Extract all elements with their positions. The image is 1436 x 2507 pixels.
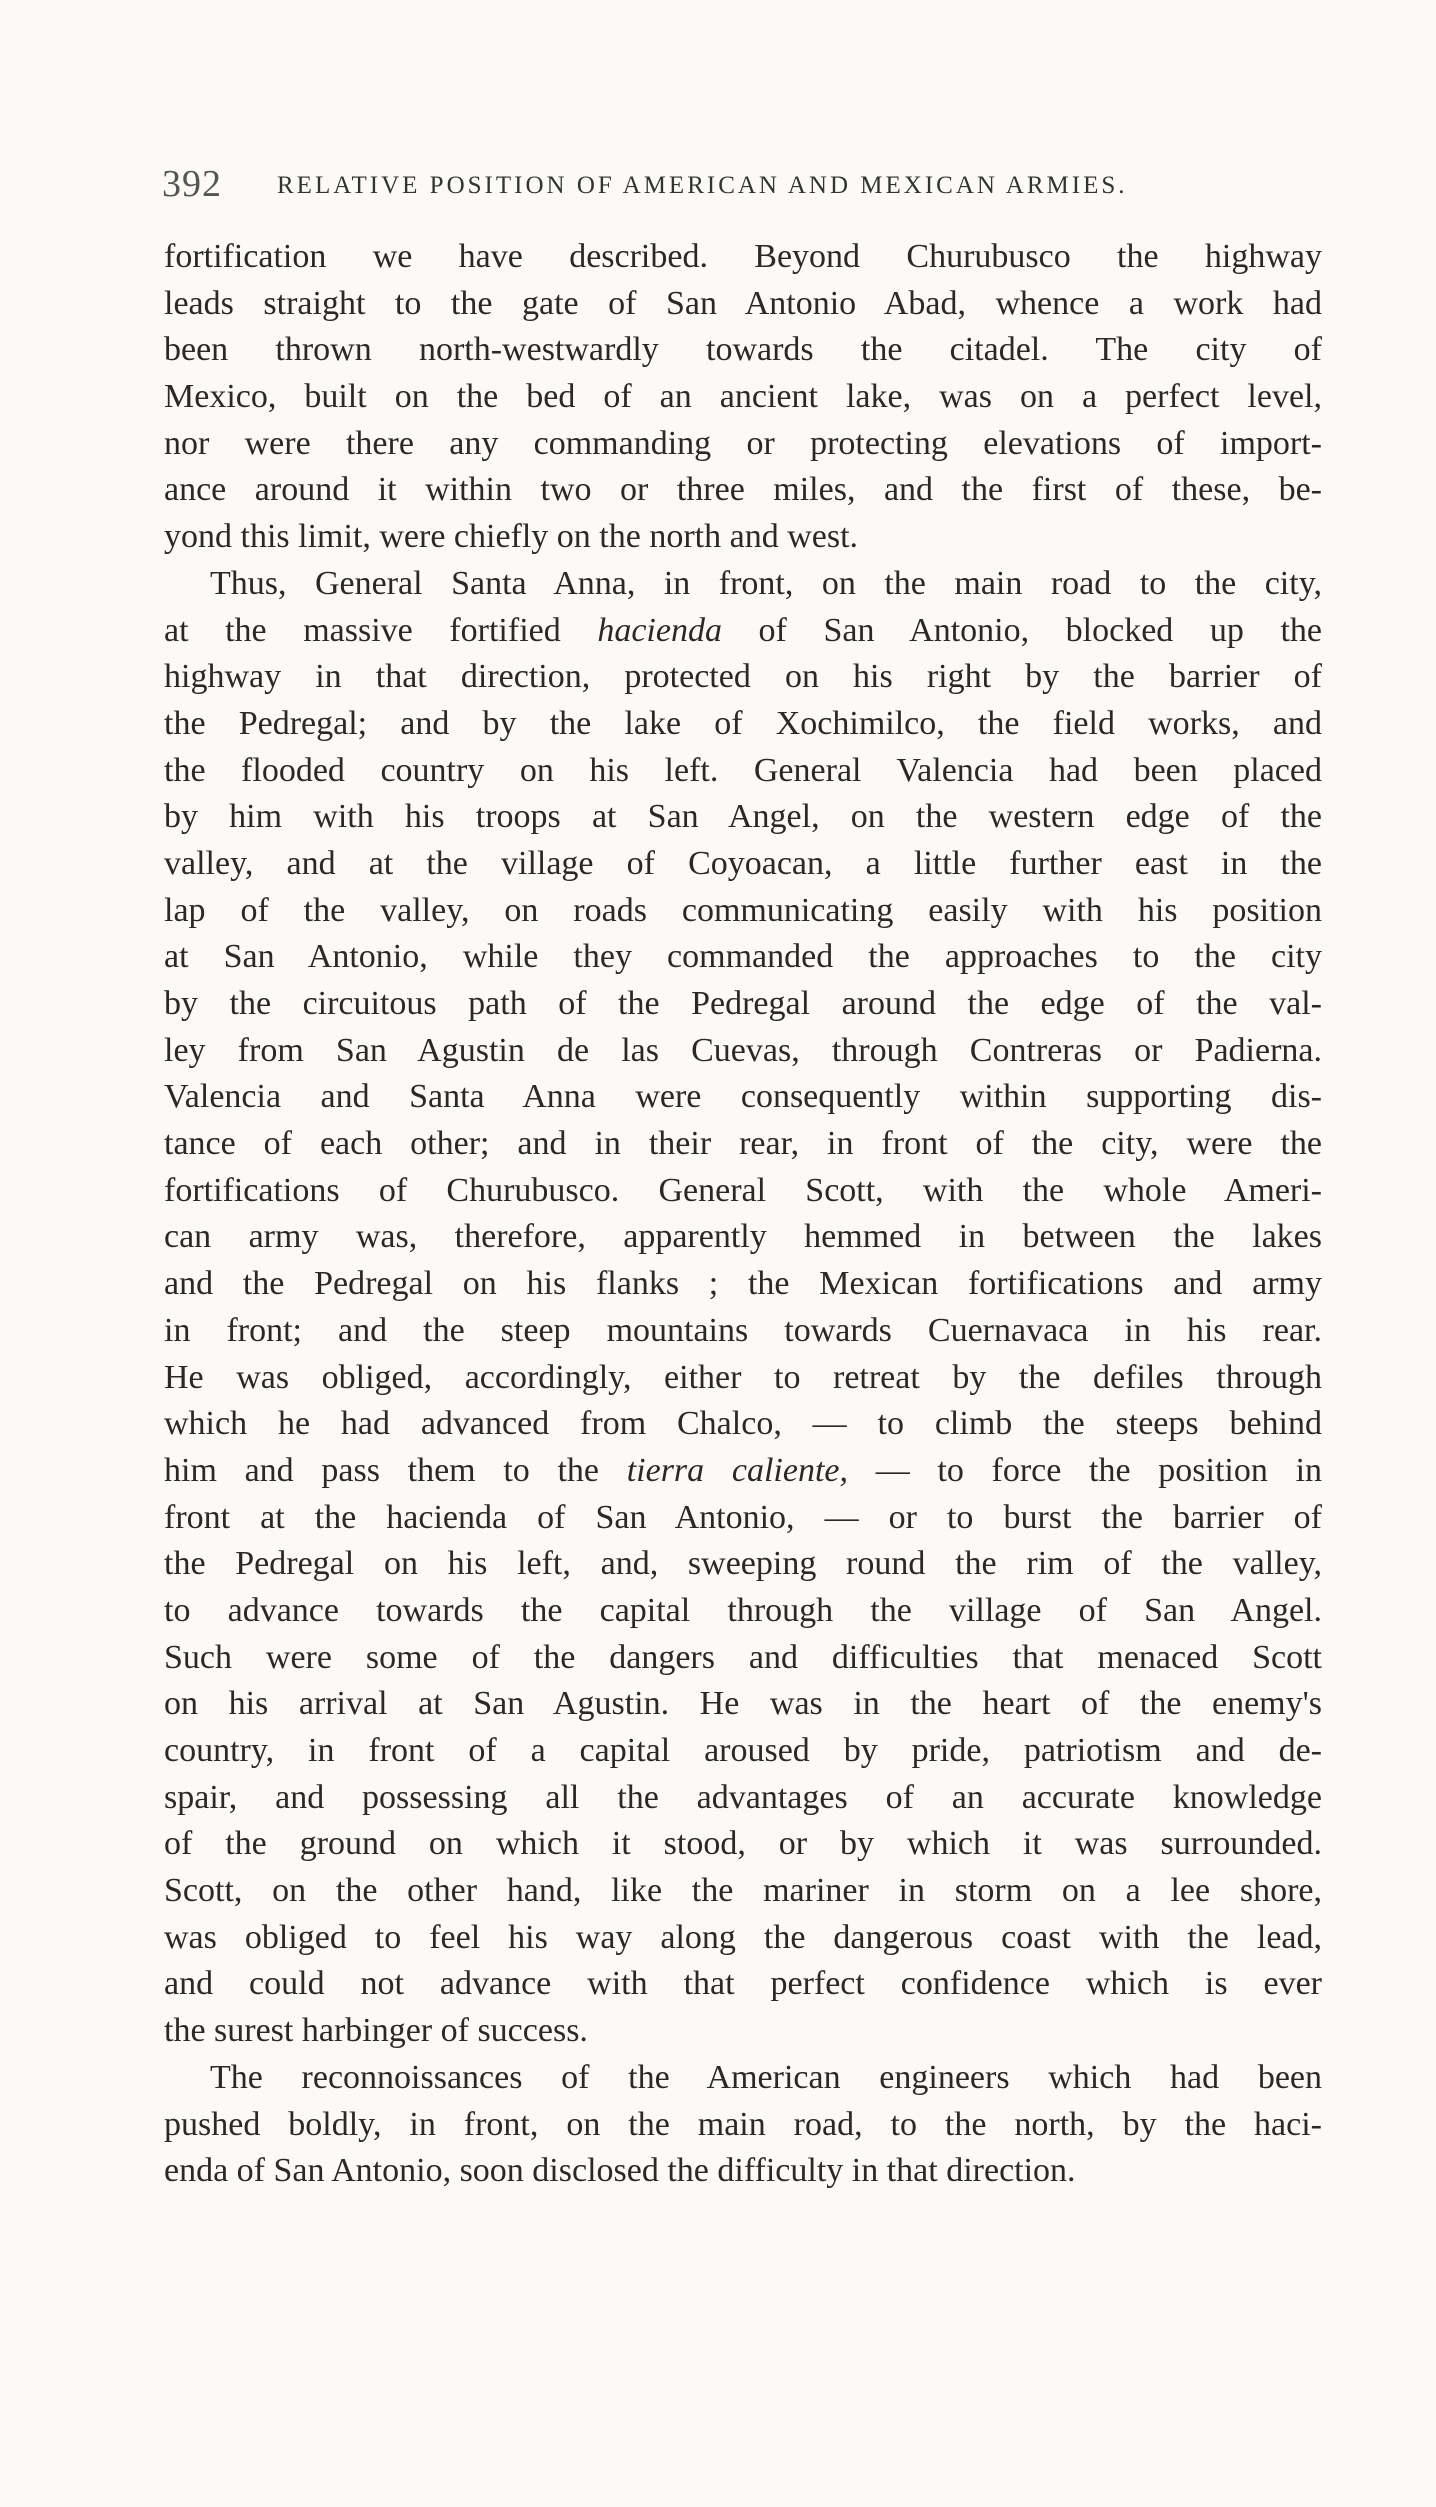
text-line: highway in that direction, protected on his right by the barrier of [164, 658, 1322, 696]
text-line: ance around it within two or three miles, and the first of these, be- [164, 471, 1322, 509]
text-line: front at the hacienda of San Antonio, — or to burst the barrier of [164, 1498, 1322, 1536]
text-line: of the ground on which it stood, or by which it was surrounded. [164, 1825, 1322, 1863]
text-line: Scott, on the other hand, like the mariner in storm on a lee shore, [164, 1872, 1322, 1910]
text-span: — to force the position in [875, 1451, 1322, 1489]
text-line: the Pedregal; and by the lake of Xochimilco, the field works, and [164, 704, 1322, 742]
text-line: which he had advanced from Chalco, — to climb the steeps behind [164, 1405, 1322, 1443]
text-line: at San Antonio, while they commanded the approaches to the city [164, 938, 1322, 976]
text-line: leads straight to the gate of San Antonio Abad, whence a work had [164, 284, 1322, 322]
text-span: him and pass them to the [164, 1451, 600, 1489]
text-line: the surest harbinger of success. [164, 2012, 588, 2050]
text-line: lap of the valley, on roads communicating easily with his position [164, 891, 1322, 929]
page-header [162, 162, 1322, 205]
page-number: 392 [162, 163, 222, 205]
text-line: by him with his troops at San Angel, on the western edge of the [164, 798, 1322, 836]
text-line: pushed boldly, in front, on the main road, to the north, by the haci- [164, 2105, 1322, 2143]
text-line: in front; and the steep mountains towards Cuernavaca in his rear. [164, 1311, 1322, 1349]
text-span: of San Antonio, blocked up the [758, 611, 1322, 649]
text-line: been thrown north-westwardly towards the citadel. The city of [164, 331, 1322, 369]
text-line: Such were some of the dangers and difficulties that menaced Scott [164, 1638, 1322, 1676]
text-line [164, 1448, 1322, 1495]
text-line: to advance towards the capital through the village of San Angel. [164, 1591, 1322, 1629]
text-line: can army was, therefore, apparently hemmed in between the lakes [164, 1218, 1322, 1256]
text-line [164, 608, 1322, 655]
text-line: nor were there any commanding or protecting elevations of import- [164, 424, 1322, 462]
running-head: RELATIVE POSITION OF AMERICAN AND MEXICAN ARMIES. [277, 172, 1128, 199]
text-line: by the circuitous path of the Pedregal around the edge of the val- [164, 985, 1322, 1022]
text-line: the flooded country on his left. General Valencia had been placed [164, 751, 1322, 789]
text-line: Thus, General Santa Anna, in front, on the main road to the city, [210, 564, 1322, 602]
italic-term: hacienda [597, 611, 722, 649]
text-line: Valencia and Santa Anna were consequently within supporting dis- [164, 1078, 1322, 1116]
text-line: and could not advance with that perfect confidence which is ever [164, 1965, 1322, 2003]
text-line: valley, and at the village of Coyoacan, a little further east in the [164, 844, 1322, 882]
text-line: on his arrival at San Agustin. He was in the heart of the enemy's [164, 1685, 1322, 1723]
text-line: fortifications of Churubusco. General Scott, with the whole Ameri- [164, 1171, 1322, 1209]
text-line: spair, and possessing all the advantages of an accurate knowledge [164, 1778, 1322, 1816]
text-span: at the massive fortified [164, 611, 561, 649]
text-line: enda of San Antonio, soon disclosed the difficulty in that direction. [164, 2152, 1076, 2190]
text-line: and the Pedregal on his flanks ; the Mexican fortifications and army [164, 1265, 1322, 1303]
body-text [164, 234, 1322, 2195]
text-line: tance of each other; and in their rear, in front of the city, were the [164, 1125, 1322, 1163]
text-line: Mexico, built on the bed of an ancient lake, was on a perfect level, [164, 378, 1322, 416]
text-line: yond this limit, were chiefly on the north and west. [164, 518, 859, 556]
text-line: He was obliged, accordingly, either to retreat by the defiles through [164, 1358, 1322, 1396]
text-line: was obliged to feel his way along the dangerous coast with the lead, [164, 1918, 1322, 1956]
text-line: the Pedregal on his left, and, sweeping round the rim of the valley, [164, 1545, 1322, 1583]
text-line: The reconnoissances of the American engineers which had been [210, 2058, 1322, 2096]
italic-term: tierra caliente, [626, 1451, 848, 1489]
text-line: country, in front of a capital aroused by pride, patriotism and de- [164, 1732, 1322, 1769]
text-line: ley from San Agustin de las Cuevas, through Contreras or Padierna. [164, 1031, 1322, 1069]
text-line: fortification we have described. Beyond Churubusco the highway [164, 238, 1322, 275]
